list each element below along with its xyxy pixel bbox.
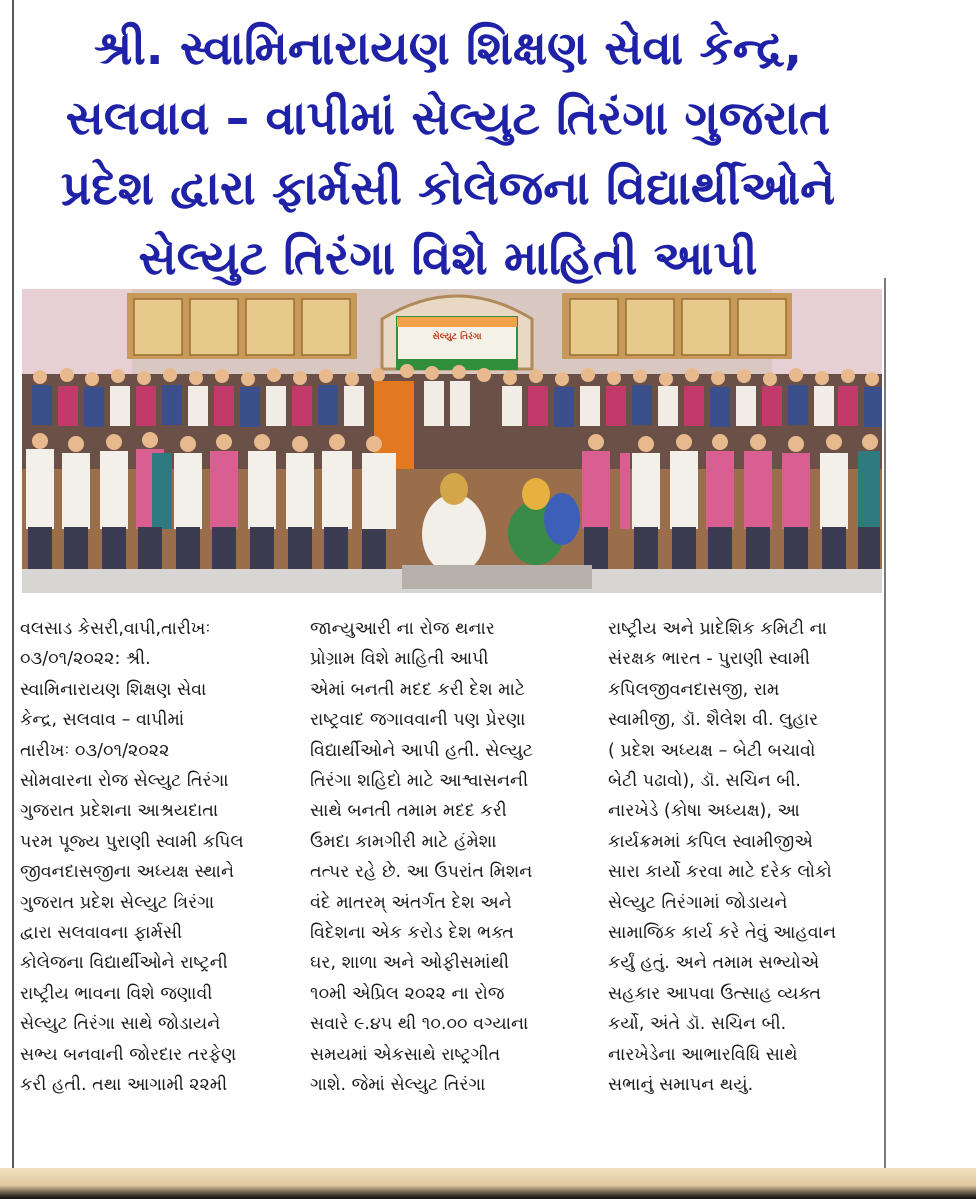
article-line: નારખેડે (કોષા અધ્યક્ષ), આ bbox=[608, 801, 800, 822]
banner-text: સેલ્યુટ તિરંગા bbox=[432, 332, 482, 342]
article-line: દ્વારા સલવાવના ફાર્મસી bbox=[20, 923, 183, 944]
headline bbox=[18, 14, 878, 294]
article-line: સેલ્યુટ તિરંગામાં જોડાયને bbox=[608, 892, 788, 913]
article-line: ગુજરાત પ્રદેશ સેલ્યુટ ત્રિરંગા bbox=[20, 892, 215, 913]
article-line: કપિલજીવનદાસજી, રામ bbox=[608, 679, 780, 700]
article-line: સામાજિક કાર્ય કરે તેવું આહવાન bbox=[608, 923, 837, 944]
article-line: પરમ પૂજ્ય પુરાણી સ્વામી કપિલ bbox=[20, 831, 244, 852]
article-line: વલસાડ કેસરી,વાપી,તારીખઃ bbox=[20, 619, 211, 639]
article-column-1 bbox=[20, 614, 298, 1101]
article-line: ૧૦મી એપ્રિલ ૨૦૨૨ ના રોજ bbox=[310, 983, 505, 1004]
article-column-2 bbox=[310, 614, 595, 1101]
article-column-3 bbox=[608, 614, 883, 1101]
article-line: ૦૩/૦૧/૨૦૨૨: શ્રી. bbox=[20, 649, 151, 670]
article-line: સારા કાર્યો કરવા માટે દરેક લોકો bbox=[608, 862, 832, 883]
article-line: નારખેડેના આભારવિધિ સાથે bbox=[608, 1044, 798, 1065]
right-column-rule bbox=[884, 278, 886, 1170]
article-line: કોલેજના વિદ્યાર્થીઓને રાષ્ટ્રની bbox=[20, 953, 228, 974]
article-line: બેટી પઢાવો), ડૉ. સચિન બી. bbox=[608, 771, 801, 792]
article-line: કર્યું હતું. અને તમામ સભ્યોએ bbox=[608, 953, 820, 974]
article-line: સભ્ય બનવાની જોરદાર તરફેણ bbox=[20, 1044, 237, 1065]
article-line: ગાશે. જેમાં સેલ્યુટ તિરંગા bbox=[310, 1075, 486, 1096]
article-line: સંરક્ષક ભારત - પુરાણી સ્વામી bbox=[608, 649, 810, 670]
article-line: વિદેશના એક કરોડ દેશ ભક્ત bbox=[310, 923, 514, 944]
article-line: ઉમદા કામગીરી માટે હંમેશા bbox=[310, 831, 497, 852]
headline-line: પ્રદેશ દ્વારા ફાર્મસી કોલેજના વિદ્યાર્થીઓને bbox=[60, 161, 836, 216]
article-line: સમયમાં એકસાથે રાષ્ટ્રગીત bbox=[310, 1044, 501, 1065]
article-line: તિરંગા શહિદો માટે આશ્વાસનની bbox=[310, 771, 529, 792]
article-line: રાષ્ટ્રવાદ જગાવવાની પણ પ્રેરણા bbox=[310, 710, 526, 731]
article-line: ગુજરાત પ્રદેશના આશ્રયદાતા bbox=[20, 801, 219, 822]
article-line: વિદ્યાર્થીઓને આપી હતી. સેલ્યુટ bbox=[310, 740, 533, 761]
headline-line: શ્રી. સ્વામિનારાયણ શિક્ષણ સેવા કેન્દ્ર, bbox=[94, 21, 802, 76]
article-line: તત્પર રહે છે. આ ઉપરાંત મિશન bbox=[310, 862, 533, 883]
article-line: એમાં બનતી મદદ કરી દેશ માટે bbox=[310, 679, 526, 700]
article-line: ઘર, શાળા અને ઓફીસમાંથી bbox=[310, 953, 509, 974]
headline-line: સેલ્યુટ તિરંગા વિશે માહિતી આપી bbox=[138, 231, 758, 286]
left-column-rule bbox=[12, 0, 14, 1170]
article-line: સ્વામીજી, ડૉ. શૈલેશ વી. લુહાર bbox=[608, 710, 819, 731]
article-line: કેન્દ્ર, સલવાવ – વાપીમાં bbox=[20, 710, 185, 731]
article-line: સવારે ૯.૪૫ થી ૧૦.૦૦ વગ્યાના bbox=[310, 1014, 529, 1035]
article-line: સ્વામિનારાયણ શિક્ષણ સેવા bbox=[20, 679, 207, 700]
article-line: જીવનદાસજીના અધ્યક્ષ સ્થાને bbox=[20, 862, 234, 883]
article-line: કર્યો, અંતે ડૉ. સચિન બી. bbox=[608, 1014, 787, 1035]
article-line: સાથે બનતી તમામ મદદ કરી bbox=[310, 801, 507, 822]
article-line: સેલ્યુટ તિરંગા સાથે જોડાયને bbox=[20, 1014, 221, 1035]
article-line: કાર્યક્રમમાં કપિલ સ્વામીજીએ bbox=[608, 831, 813, 852]
article-line: સભાનું સમાપન થયું. bbox=[608, 1075, 754, 1096]
group-photo bbox=[22, 289, 882, 593]
article-line: તારીખઃ ૦૩/૦૧/૨૦૨૨ bbox=[20, 740, 170, 761]
article-line: રાષ્ટ્રીય અને પ્રાદેશિક કમિટી ના bbox=[608, 619, 827, 639]
article-line: રાષ્ટ્રીય ભાવના વિશે જણાવી bbox=[20, 983, 213, 1004]
article-line: સોમવારના રોજ સેલ્યુટ તિરંગા bbox=[20, 771, 229, 792]
article-line: પ્રોગ્રામ વિશે માહિતી આપી bbox=[310, 649, 489, 670]
headline-line: સલવાવ – વાપીમાં સેલ્યુટ તિરંગા ગુજરાત bbox=[65, 91, 831, 146]
article-line: સહકાર આપવા ઉત્સાહ વ્યક્ત bbox=[608, 983, 821, 1004]
bottom-edge-strip bbox=[0, 1168, 976, 1199]
article-line: જાન્યુઆરી ના રોજ થનાર bbox=[310, 619, 495, 639]
article-line: વંદે માતરમ્ અંતર્ગત દેશ અને bbox=[310, 892, 512, 913]
article-line: કરી હતી. તથા આગામી ૨૨મી bbox=[20, 1075, 228, 1096]
article-line: ( પ્રદેશ અધ્યક્ષ – બેટી બચાવો bbox=[608, 740, 816, 761]
